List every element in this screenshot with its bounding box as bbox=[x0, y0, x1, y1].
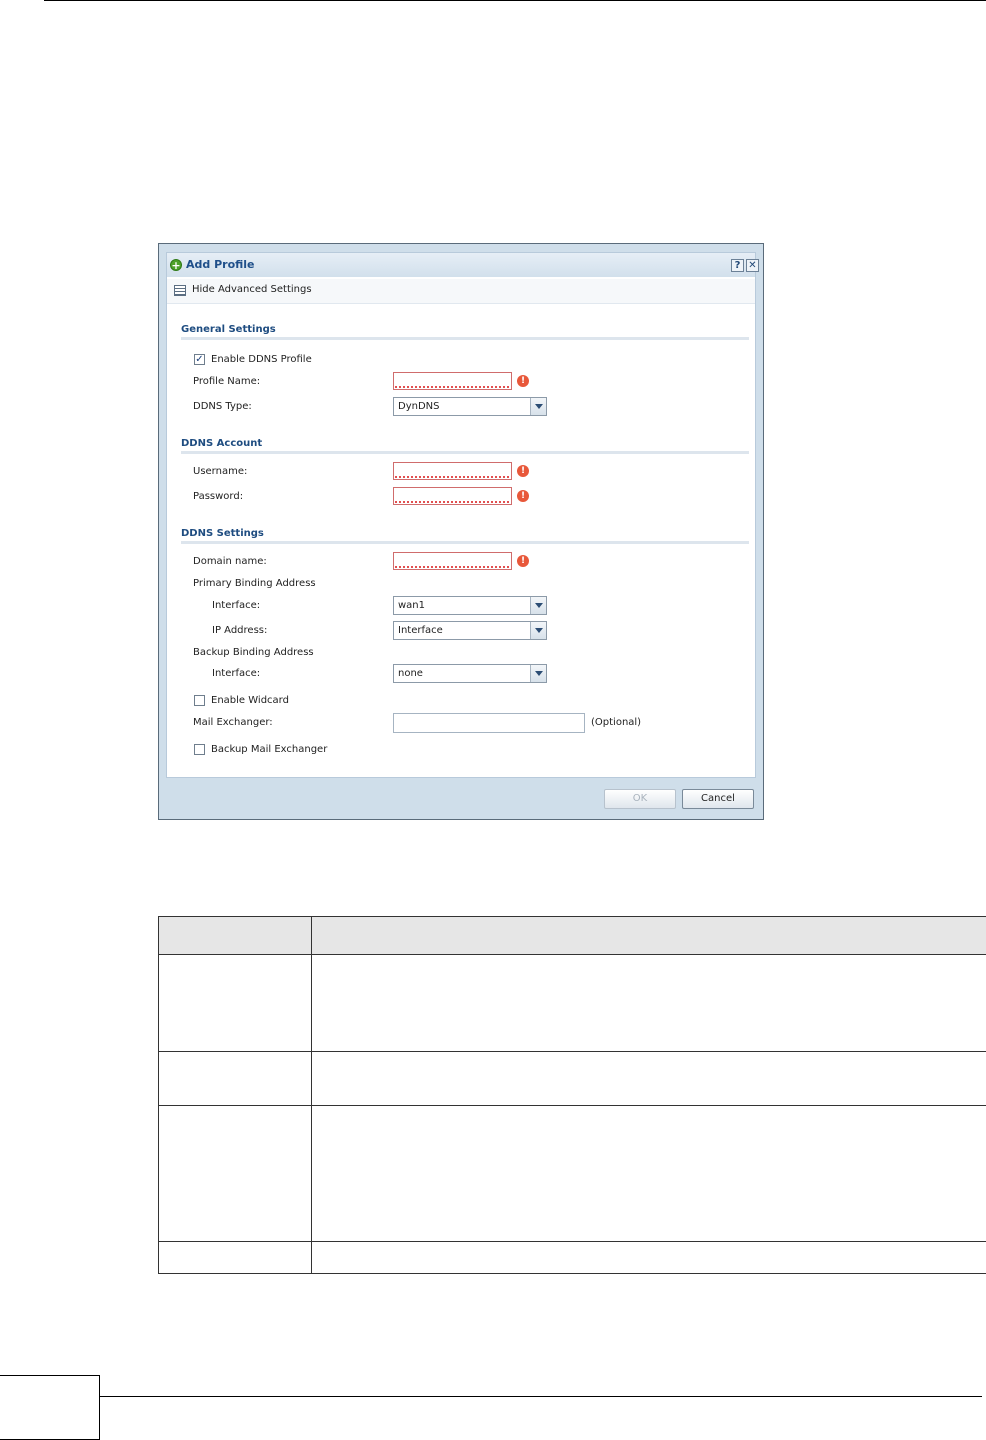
section-divider bbox=[181, 337, 749, 340]
ip-address-select[interactable] bbox=[393, 621, 547, 640]
ip-address-value: Interface bbox=[398, 625, 443, 636]
backup-mail-exchanger-checkbox[interactable] bbox=[194, 744, 205, 755]
primary-interface-select[interactable] bbox=[393, 596, 547, 615]
password-input[interactable] bbox=[393, 487, 512, 505]
table-row bbox=[159, 1052, 986, 1106]
help-button[interactable]: ? bbox=[731, 259, 744, 272]
backup-mail-exchanger-label: Backup Mail Exchanger bbox=[211, 744, 328, 755]
table-header-cell bbox=[312, 917, 986, 955]
username-label: Username: bbox=[193, 466, 248, 477]
ddns-type-select[interactable] bbox=[393, 397, 547, 416]
password-label: Password: bbox=[193, 491, 244, 502]
primary-interface-value: wan1 bbox=[398, 600, 426, 611]
add-icon: + bbox=[171, 259, 181, 272]
table-cell bbox=[312, 1242, 986, 1274]
enable-wildcard-label: Enable Widcard bbox=[211, 695, 289, 706]
ip-address-label: IP Address: bbox=[212, 625, 268, 636]
chevron-down-icon[interactable] bbox=[530, 597, 546, 614]
general-settings-title: General Settings bbox=[181, 324, 276, 335]
table-header-row bbox=[159, 917, 986, 955]
domain-name-warning-icon: ! bbox=[517, 555, 529, 567]
ok-button[interactable]: OK bbox=[604, 789, 676, 809]
profile-name-input[interactable] bbox=[393, 372, 512, 390]
password-warning-icon: ! bbox=[517, 490, 529, 502]
username-input[interactable] bbox=[393, 462, 512, 480]
enable-ddns-checkbox[interactable]: ✓ bbox=[195, 354, 204, 365]
table-row bbox=[159, 955, 986, 1052]
general-settings-heading bbox=[181, 324, 749, 335]
chevron-down-icon[interactable] bbox=[530, 398, 546, 415]
primary-binding-label: Primary Binding Address bbox=[193, 578, 316, 589]
table-row bbox=[159, 1106, 986, 1242]
table-cell bbox=[312, 1052, 986, 1106]
backup-binding-label: Backup Binding Address bbox=[193, 647, 314, 658]
mail-exchanger-label: Mail Exchanger: bbox=[193, 717, 273, 728]
close-button[interactable]: ✕ bbox=[746, 259, 759, 272]
add-profile-dialog bbox=[158, 243, 764, 820]
hide-advanced-settings-link[interactable] bbox=[167, 279, 755, 304]
profile-name-label: Profile Name: bbox=[193, 376, 261, 387]
optional-label: (Optional) bbox=[591, 717, 642, 728]
ddns-account-title: DDNS Account bbox=[181, 438, 263, 449]
backup-interface-value: none bbox=[398, 668, 423, 679]
table-row bbox=[159, 1242, 986, 1274]
table-cell bbox=[159, 1242, 312, 1274]
page-number-box bbox=[0, 1375, 100, 1440]
table-cell bbox=[312, 1106, 986, 1242]
profile-name-warning-icon: ! bbox=[517, 375, 529, 387]
chevron-down-icon[interactable] bbox=[530, 665, 546, 682]
table-cell bbox=[159, 1106, 312, 1242]
backup-interface-select[interactable] bbox=[393, 664, 547, 683]
description-table bbox=[158, 916, 986, 1274]
ddns-settings-heading bbox=[181, 528, 749, 539]
list-icon bbox=[174, 285, 186, 296]
domain-name-label: Domain name: bbox=[193, 556, 267, 567]
table-cell bbox=[159, 1052, 312, 1106]
table-cell bbox=[312, 955, 986, 1052]
username-warning-icon: ! bbox=[517, 465, 529, 477]
enable-ddns-label: Enable DDNS Profile bbox=[211, 354, 312, 365]
dialog-title: Add Profile bbox=[186, 258, 255, 271]
chevron-down-icon[interactable] bbox=[530, 622, 546, 639]
domain-name-input[interactable] bbox=[393, 552, 512, 570]
dialog-body bbox=[166, 252, 756, 778]
mail-exchanger-input[interactable] bbox=[393, 713, 585, 733]
table-header-cell bbox=[159, 917, 312, 955]
page-top-rule bbox=[44, 0, 986, 1]
hide-advanced-label: Hide Advanced Settings bbox=[192, 284, 312, 295]
section-divider bbox=[181, 451, 749, 454]
enable-wildcard-checkbox[interactable] bbox=[194, 695, 205, 706]
cancel-button[interactable]: Cancel bbox=[682, 789, 754, 809]
ddns-type-label: DDNS Type: bbox=[193, 401, 252, 412]
footer-rule bbox=[100, 1396, 982, 1397]
dialog-titlebar bbox=[167, 253, 755, 277]
ddns-settings-title: DDNS Settings bbox=[181, 528, 264, 539]
backup-interface-label: Interface: bbox=[212, 668, 261, 679]
section-divider bbox=[181, 541, 749, 544]
primary-interface-label: Interface: bbox=[212, 600, 261, 611]
table-cell bbox=[159, 955, 312, 1052]
ddns-type-value: DynDNS bbox=[398, 401, 440, 412]
ddns-account-heading bbox=[181, 438, 749, 449]
